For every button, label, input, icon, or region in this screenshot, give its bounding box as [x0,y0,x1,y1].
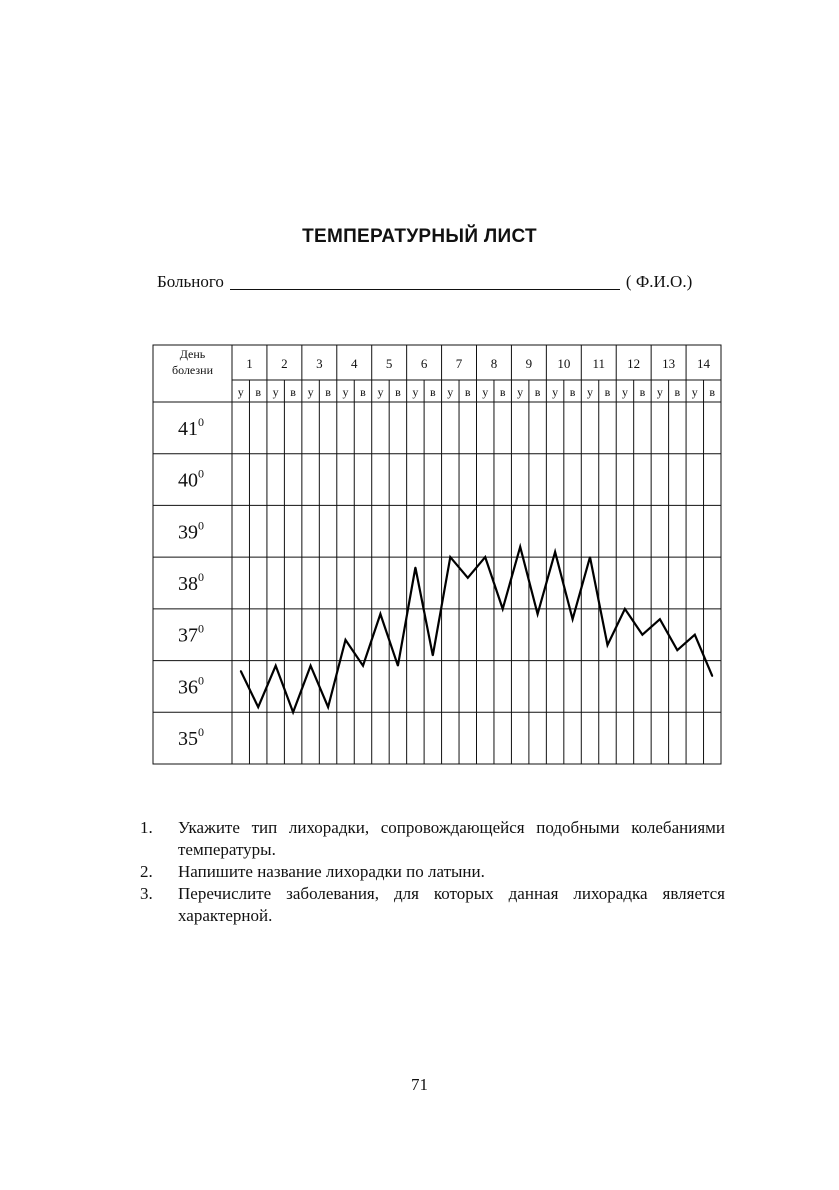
temperature-row-label: $35^0$ [178,725,204,751]
question-item [140,817,725,861]
temperature-row-label: $39^0$ [178,518,204,544]
temperature-row-label: $37^0$ [178,621,204,647]
question-number: 2. [140,862,153,881]
day-number-label: 12 [627,356,641,371]
subcolumn-label: у [307,385,314,399]
subcolumn-label: у [656,385,663,399]
subcolumn-label: в [569,385,576,399]
temperature-point [275,665,277,667]
subcolumn-label: в [709,385,716,399]
temperature-point [432,655,434,657]
day-number-label: 14 [697,356,711,371]
day-number-label: 13 [662,356,676,371]
temperature-point [519,546,521,548]
temperature-point [589,556,591,558]
subcolumn-label: в [395,385,401,399]
temperature-point [467,577,469,579]
page-title: ТЕМПЕРАТУРНЫЙ ЛИСТ [302,226,537,247]
question-text: Перечислите заболевания, для которых данная лихорадка является характерной. [178,884,725,925]
subcolumn-label: в [464,385,471,399]
patient-label: Больного [157,272,224,291]
day-number-label: 6 [420,356,428,371]
chart-frame [153,345,721,764]
day-number-label: 7 [455,356,463,371]
day-number-label: 10 [557,356,571,371]
question-number: 3. [140,884,153,903]
question-item [140,861,725,883]
subcolumn-label: в [534,385,541,399]
subcolumn-label: у [412,385,419,399]
subcolumn-label: у [691,385,698,399]
temperature-point [345,639,347,641]
questions-list [140,817,725,927]
temperature-point [310,665,312,667]
subcolumn-label: у [377,385,384,399]
subcolumn-label: в [674,385,681,399]
temperature-point [257,706,259,708]
subcolumn-label: у [447,385,454,399]
temperature-point [711,675,713,677]
temperature-row-label: $38^0$ [178,570,204,595]
patient-suffix: ( Ф.И.О.) [625,272,693,291]
question-text: Укажите тип лихорадки, сопровождающейся подобными колебаниями температуры. [178,818,725,859]
header-label-illness: болезни [172,363,213,377]
day-number-label: 1 [246,356,253,371]
question-text: Напишите название лихорадки по латыни. [178,862,485,881]
subcolumn-label: у [621,385,628,399]
day-number-label: 9 [525,356,533,371]
page-number: 71 [411,1075,428,1094]
temperature-point [397,665,399,667]
temperature-point [362,665,364,667]
question-number: 1. [140,818,153,837]
temperature-row-label: $40^0$ [178,466,204,492]
subcolumn-label: у [237,385,244,399]
day-number-label: 4 [351,356,358,371]
temperature-point [624,608,626,610]
subcolumn-label: в [255,385,262,399]
header-label-day: День [179,347,206,361]
temperature-point [292,711,294,713]
subcolumn-label: у [517,385,524,399]
temperature-point [327,706,329,708]
subcolumn-label: в [430,385,436,399]
subcolumn-label: в [639,385,646,399]
temperature-point [572,618,574,620]
day-number-label: 3 [316,356,323,371]
temperature-point [694,634,696,636]
subcolumn-label: у [272,385,279,399]
temperature-point [450,556,452,558]
temperature-point [642,634,644,636]
temperature-row-label: $41^0$ [178,414,204,440]
subcolumn-label: у [342,385,349,399]
temperature-point [502,608,504,610]
day-number-label: 2 [281,356,288,371]
subcolumn-label: у [482,385,489,399]
temperature-point [484,556,486,558]
temperature-point [380,613,382,615]
subcolumn-label: в [290,385,296,399]
temperature-point [240,670,242,672]
subcolumn-label: в [499,385,506,399]
subcolumn-label: в [325,385,331,399]
subcolumn-label: у [587,385,594,399]
day-number-label: 11 [592,356,606,371]
temperature-point [415,567,417,569]
temperature-point [537,613,539,615]
temperature-point [607,644,609,646]
temperature-row-label: $36^0$ [178,673,204,699]
subcolumn-label: в [604,385,611,399]
temperature-point [677,649,679,651]
temperature-point [554,551,556,553]
subcolumn-label: в [360,385,366,399]
question-item [140,883,725,927]
day-number-label: 8 [490,356,498,371]
subcolumn-label: у [552,385,559,399]
temperature-point [659,618,661,620]
day-number-label: 5 [385,356,393,371]
